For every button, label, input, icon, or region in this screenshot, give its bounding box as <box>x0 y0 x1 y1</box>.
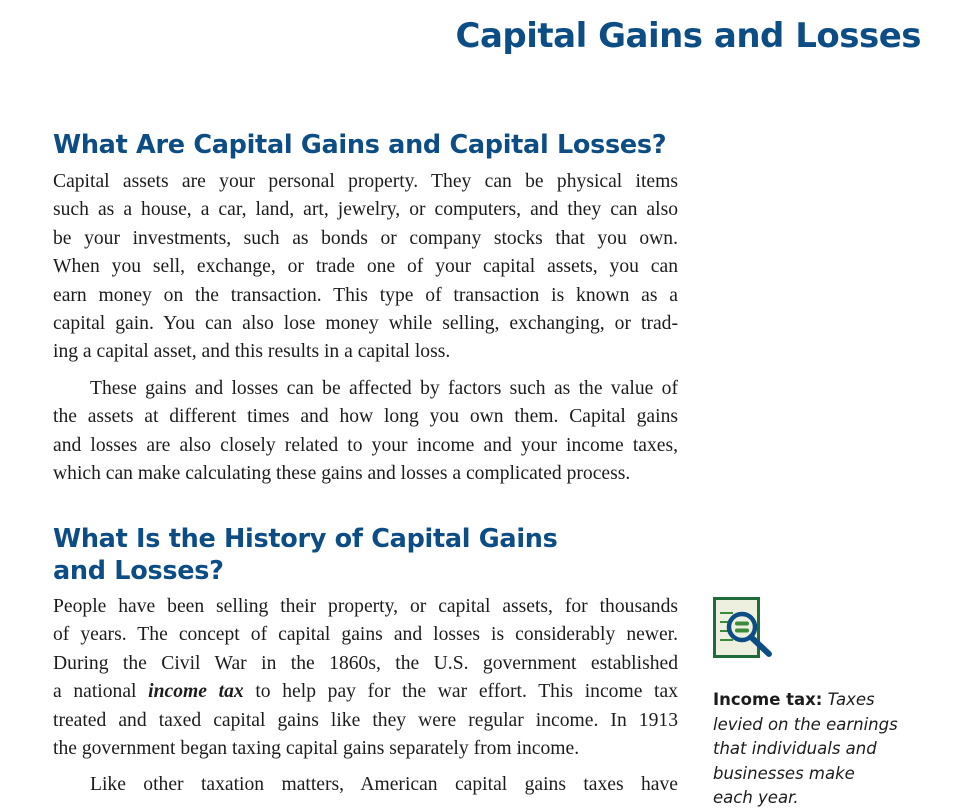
glossary-definition-line: levied on the earnings <box>713 714 898 734</box>
text-line: ing a capital asset, and this results in a capital loss. <box>53 341 451 363</box>
text-line: earn money on the transaction. This type of transaction is known as a <box>53 284 678 306</box>
text-line: Like other taxation matters, American capital gains taxes have <box>90 774 678 795</box>
glossary-definition-line: that individuals and <box>713 739 877 758</box>
glossary-sidebar <box>713 597 953 811</box>
text-line: such as a house, a car, land, art, jewelry, or computers, and they can also <box>53 199 678 221</box>
text-line: People have been selling their property, or capital assets, for thousands <box>53 596 678 617</box>
glossary-definition-line: Taxes <box>827 690 875 709</box>
text-line: be your investments, such as bonds or company stocks that you own. <box>53 227 678 249</box>
text-line: When you sell, exchange, or trade one of your capital assets, you can <box>53 256 678 278</box>
page-title: Capital Gains and Losses <box>455 16 921 56</box>
text-line: capital gain. You can also lose money while selling, exchanging, or trad- <box>53 312 678 334</box>
text-line: the assets at different times and how long you own them. Capital gains <box>53 406 678 428</box>
glossary-term: Income tax: <box>713 690 823 709</box>
text-line: the government began taxing capital gains separately from income. <box>53 737 580 759</box>
paragraph-history <box>53 593 678 763</box>
glossary-entry <box>713 688 953 811</box>
text-line: treated and taxed capital gains like they were regular income. In 1913 <box>53 709 678 731</box>
paragraph-taxation-matters <box>53 771 678 799</box>
paragraph-gains-losses-factors <box>53 375 678 489</box>
heading-line: and Losses? <box>53 556 224 586</box>
document-magnifier-icon <box>713 597 775 659</box>
section-heading-history <box>53 523 558 587</box>
text-line: Capital assets are your personal property. They can be physical items <box>53 171 678 192</box>
text-line: which can make calculating these gains and losses a complicated process. <box>53 463 631 485</box>
section-heading-what-are: What Are Capital Gains and Capital Losses? <box>53 130 667 160</box>
text-line: and losses are also closely related to your income and your income taxes, <box>53 434 678 456</box>
glossary-definition-line: each year. <box>713 788 799 807</box>
heading-line: What Is the History of Capital Gains <box>53 524 558 554</box>
text-line: These gains and losses can be affected by factors such as the value of <box>90 378 678 399</box>
text-line: of years. The concept of capital gains and losses is considerably newer. <box>53 624 678 646</box>
paragraph-capital-assets <box>53 168 678 367</box>
text-fragment: to help pay for the war effort. This income tax <box>243 681 678 703</box>
text-line: During the Civil War in the 1860s, the U.S. government established <box>53 652 678 674</box>
text-fragment: a national <box>53 681 149 703</box>
text-line-income-tax <box>53 678 678 706</box>
glossary-definition-line: businesses make <box>713 763 855 783</box>
glossary-term-income-tax: income tax <box>148 681 244 703</box>
